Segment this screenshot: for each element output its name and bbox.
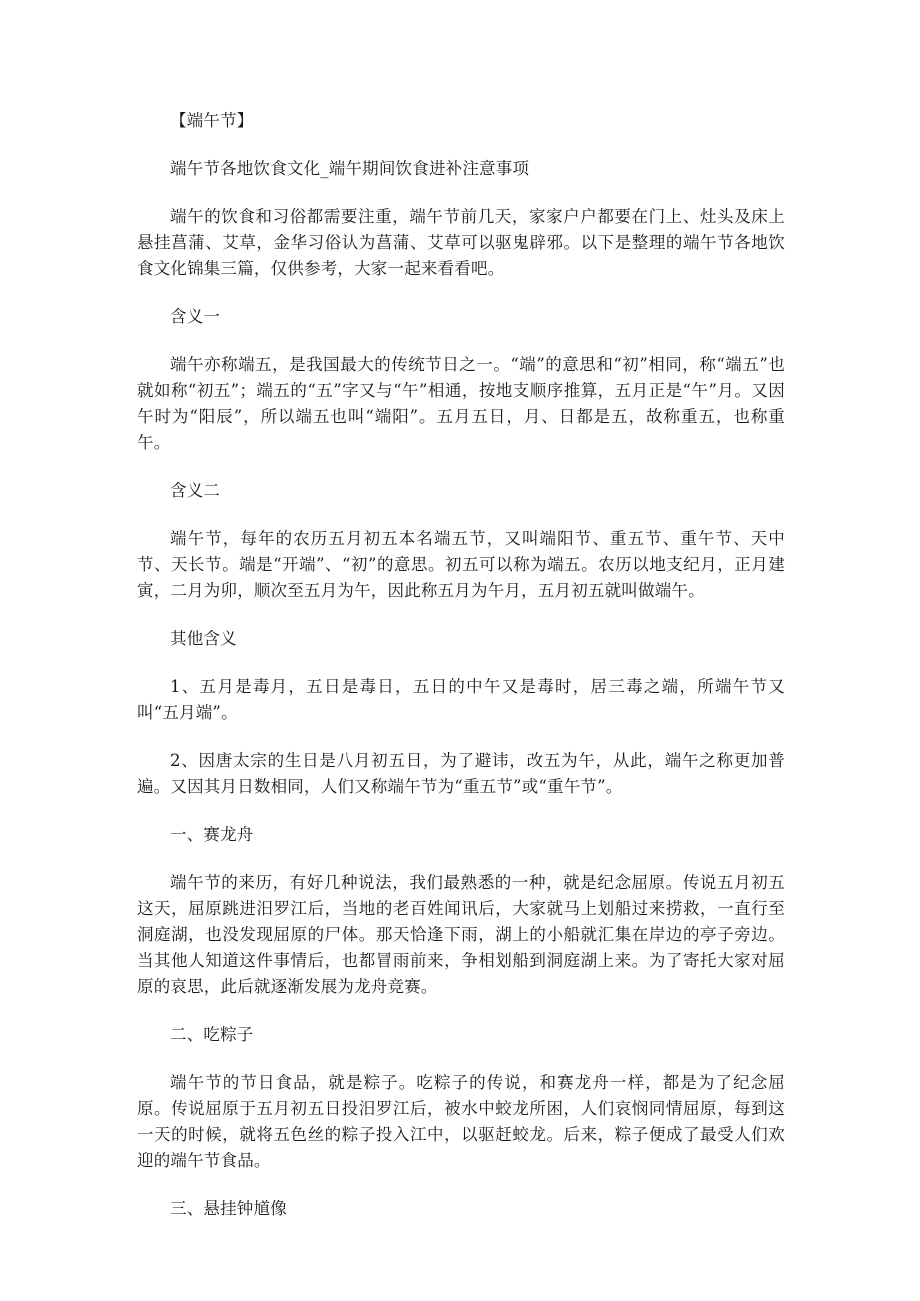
section-paragraph: 端午节的来历，有好几种说法，我们最熟悉的一种，就是纪念屈原。传说五月初五这天，屈原跳进汨罗江后，当地的老百姓闻讯后，大家就马上划船过来捞救，一直行至洞庭湖，也没发现屈原的尸体。那天恰逢下雨，湖上的小船就汇集在岸边的亭子旁边。当其他人知道这件事情后，也都冒雨前来，争相划船到洞庭湖上来。为了寄托大家对屈原的哀思，此后就逐渐发展为龙舟竞赛。 bbox=[137, 873, 785, 996]
section-paragraph: 2、因唐太宗的生日是八月初五日，为了避讳，改五为午，从此，端午之称更加普遍。又因其月日数相同，人们又称端午节为“重五节”或“重午节”。 bbox=[137, 751, 785, 796]
section-paragraph: 端午节，每年的农历五月初五本名端五节，又叫端阳节、重五节、重午节、天中节、天长节。端是“开端”、“初”的意思。初五可以称为端五。农历以地支纪月，正月建寅，二月为卯，顺次至五月为午，因此称五月为午月，五月初五就叫做端午。 bbox=[137, 529, 785, 600]
document-page bbox=[137, 108, 785, 1244]
section-paragraph: 1、五月是毒月，五日是毒日，五日的中午又是毒时，居三毒之端，所端午节又叫“五月端”。 bbox=[137, 677, 785, 722]
intro-paragraph: 端午的饮食和习俗都需要注重，端午节前几天，家家户户都要在门上、灶头及床上悬挂菖蒲、艾草，金华习俗认为菖蒲、艾草可以驱鬼辟邪。以下是整理的端午节各地饮食文化锦集三篇，仅供参考，大家一起来看看吧。 bbox=[137, 207, 785, 278]
section-heading-dragon-boat: 一、赛龙舟 bbox=[170, 825, 254, 844]
section-heading-zongzi: 二、吃粽子 bbox=[170, 1025, 254, 1044]
section-heading-zhongkui: 三、悬挂钟馗像 bbox=[170, 1199, 287, 1218]
document-title: 【端午节】 bbox=[170, 111, 254, 130]
section-heading-meaning-2: 含义二 bbox=[170, 481, 221, 500]
section-paragraph: 端午节的节日食品，就是粽子。吃粽子的传说，和赛龙舟一样，都是为了纪念屈原。传说屈原于五月初五日投汨罗江后，被水中蛟龙所困，人们哀悯同情屈原，每到这一天的时候，就将五色丝的粽子投入江中，以驱赶蛟龙。后来，粽子便成了最受人们欢迎的端午节食品。 bbox=[137, 1073, 785, 1170]
section-heading-other-meanings: 其他含义 bbox=[170, 629, 237, 648]
document-subtitle: 端午节各地饮食文化_端午期间饮食进补注意事项 bbox=[170, 159, 530, 178]
section-paragraph: 端午亦称端五，是我国最大的传统节日之一。“端”的意思和“初”相同，称“端五”也就如称“初五”；端五的“五”字又与“午”相通，按地支顺序推算，五月正是“午”月。又因午时为“阳辰”，所以端五也叫“端阳”。五月五日，月、日都是五，故称重五，也称重午。 bbox=[137, 355, 785, 452]
section-heading-meaning-1: 含义一 bbox=[170, 307, 221, 326]
